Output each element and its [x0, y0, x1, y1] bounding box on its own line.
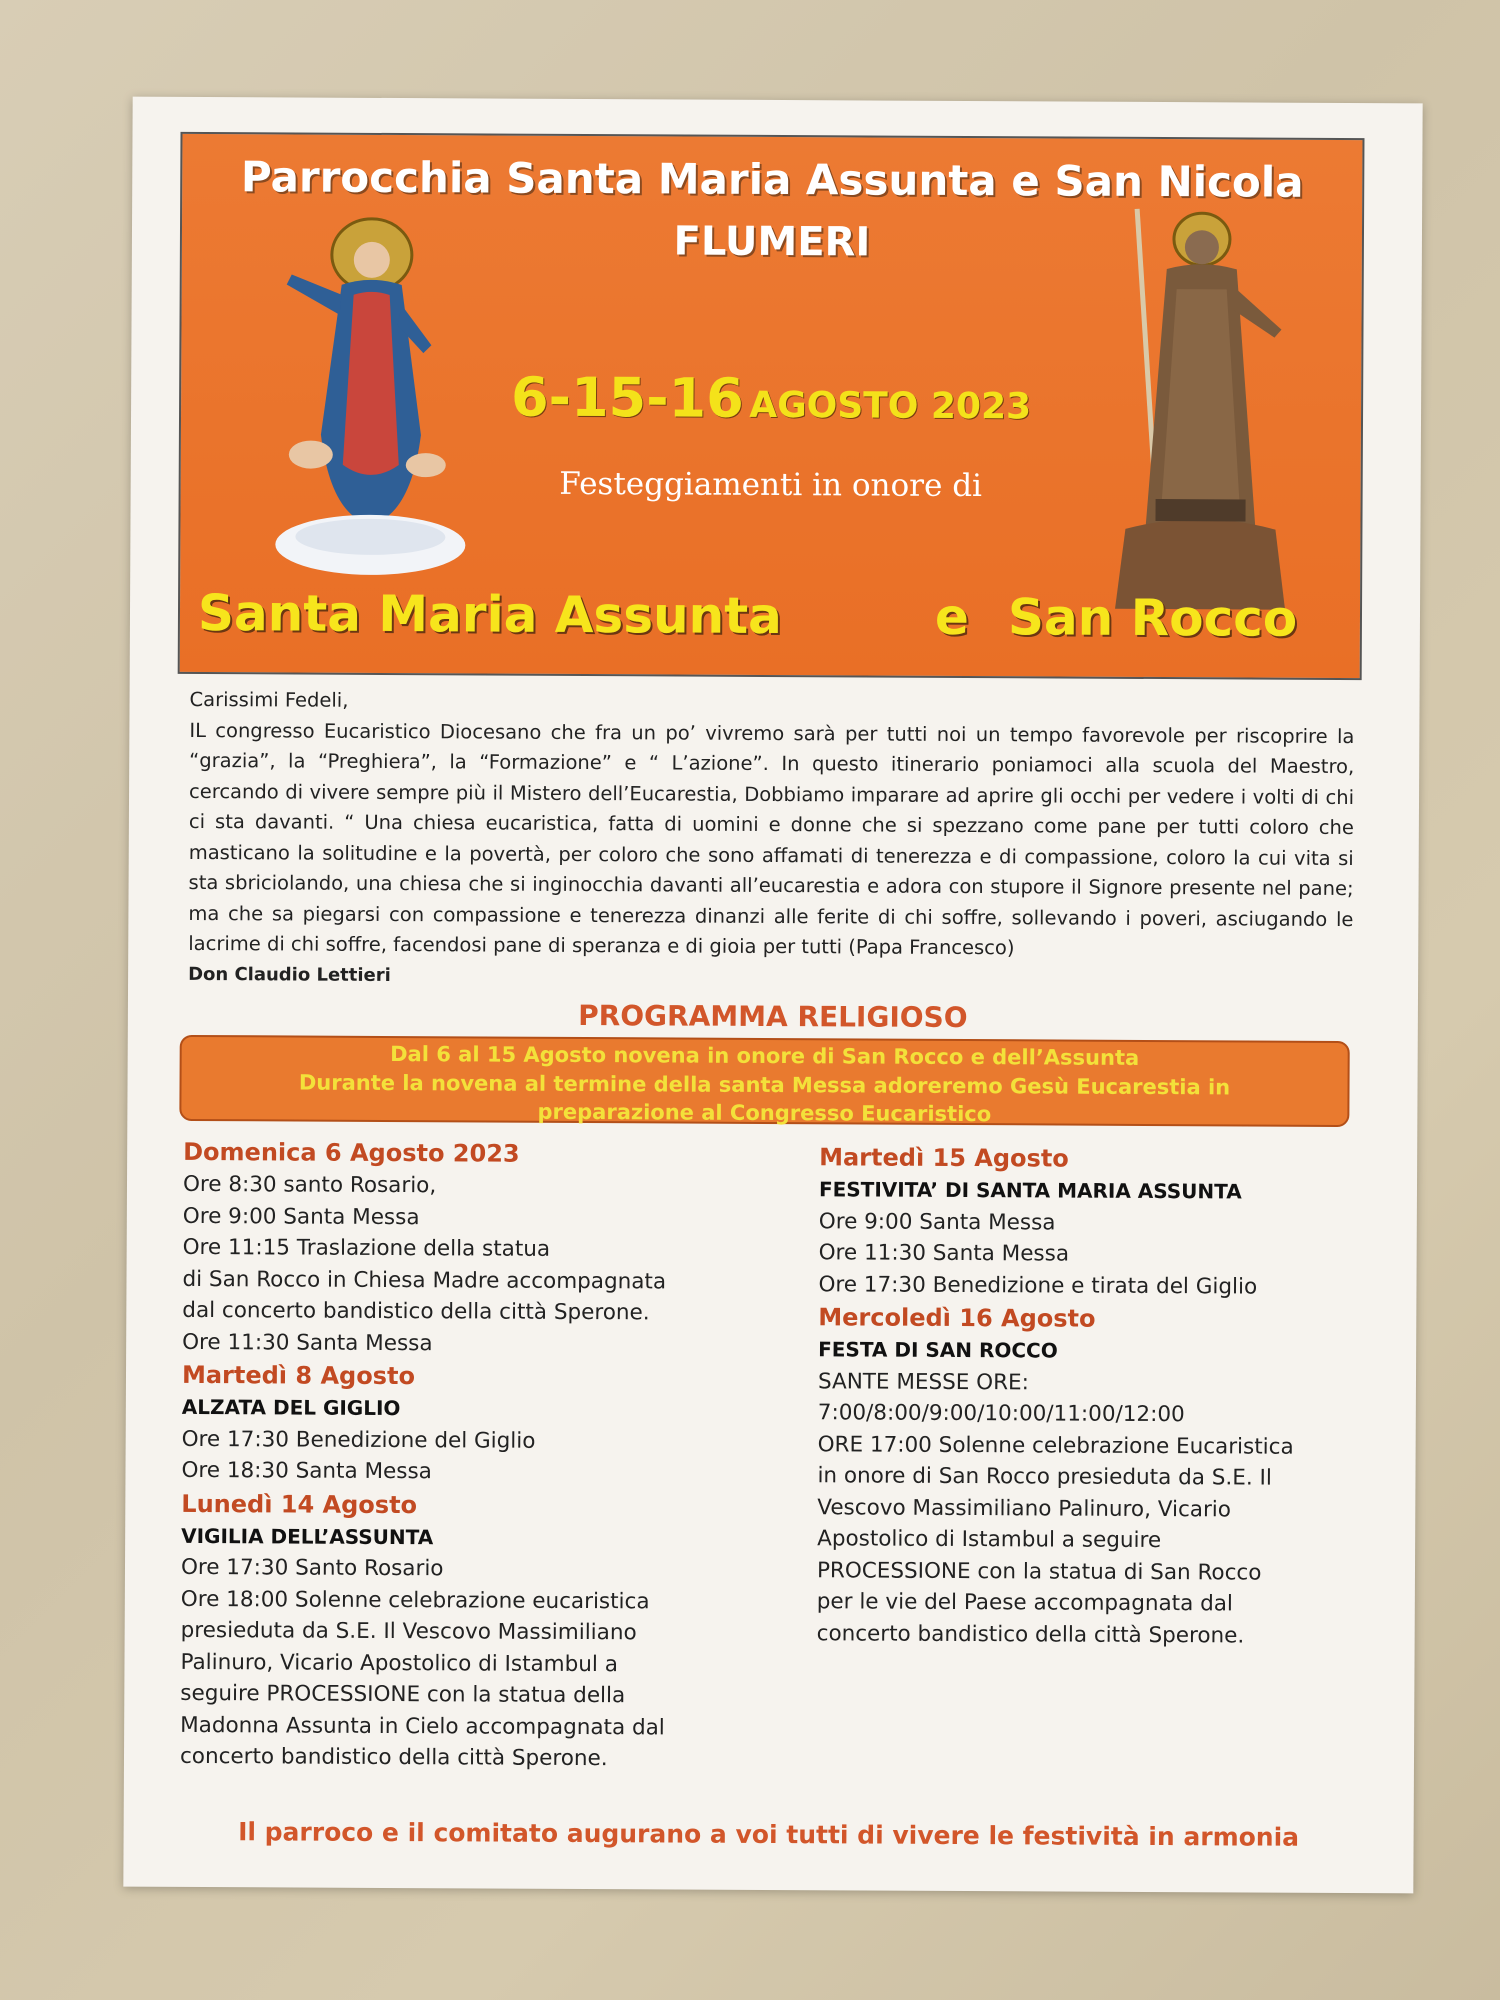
schedule-line: Ore 11:15 Traslazione della statua	[182, 1234, 551, 1262]
novena-line: Dal 6 al 15 Agosto novena in onore di San Rocco e dell’Assunta	[390, 1041, 1140, 1070]
event-dates	[181, 364, 1361, 433]
flyer-sheet	[123, 97, 1422, 1894]
pastoral-letter	[188, 685, 1355, 996]
schedule-right-column	[817, 1140, 1380, 1652]
schedule-line: 7:00/8:00/9:00/10:00/11:00/12:00	[817, 1400, 1185, 1428]
letter-signature: Don Claudio Lettieri	[188, 963, 391, 986]
schedule-line: Ore 18:30 Santa Messa	[181, 1457, 432, 1485]
schedule-line: presieduta da S.E. Il Vescovo Massimiliano	[180, 1617, 637, 1646]
schedule-line: di San Rocco in Chiesa Madre accompagnata	[182, 1266, 667, 1294]
event-caption: VIGILIA DELL’ASSUNTA	[181, 1523, 434, 1549]
schedule-line: Ore 11:30 Santa Messa	[818, 1240, 1070, 1267]
schedule-line: SANTE MESSE ORE:	[817, 1368, 1029, 1395]
letter-greeting: Carissimi Fedeli,	[189, 687, 349, 712]
schedule-left-column	[180, 1135, 763, 1776]
banner-subtitle: Festeggiamenti in onore di	[559, 465, 983, 505]
schedule-line: seguire PROCESSIONE con la statua della	[180, 1680, 626, 1709]
letter-body: IL congresso Eucaristico Diocesano che fra un po’ vivremo sarà per tutti noi un tempo favorevole per riscoprire la “grazia”, la “Preghiera”, la “Formazione” e “ L’azione”. In questo itinerario poniamoci alla scuola del Maestro, cercando di vivere sempre più il Mistero dell’Eucarestia, Dobbiamo imparare ad aprire gli occhi per vedere i volti di chi ci sta davanti. “ Una chiesa eucaristica, fatta di uomini e donne che si spezzano come pane per tutti coloro che masticano la solitudine e la povertà, per coloro che sono affamati di tenerezza e di compassione, coloro la cui vita si sta sbriciolando, una chiesa che si inginocchia davanti all’eucarestia e adora con stupore il Signore presente nel pane; ma che sa piegarsi con compassione e tenerezza dinanzi alle ferite di chi soffre, sollevando i poveri, asciugando le lacrime di chi soffre, facendosi pane di speranza e di gioia per tutti (Papa Francesco)	[188, 718, 1355, 960]
schedule-line: Palinuro, Vicario Apostolico di Istambul a	[180, 1649, 618, 1677]
novena-line: preparazione al Congresso Eucaristico	[537, 1099, 992, 1127]
schedule-line: Ore 9:00 Santa Messa	[182, 1203, 420, 1230]
schedule-line: Ore 17:30 Benedizione e tirata del Giglio	[818, 1271, 1258, 1300]
schedule-line: dal concerto bandistico della città Sperone.	[182, 1297, 650, 1326]
schedule-line: in onore di San Rocco presieduta da S.E. Il	[817, 1463, 1272, 1491]
schedule-line: Ore 17:30 Santo Rosario	[180, 1554, 444, 1582]
schedule-line: concerto bandistico della città Sperone.	[816, 1620, 1245, 1648]
schedule-line: per le vie del Paese accompagnata dal	[816, 1589, 1234, 1617]
saint-left-name: Santa Maria Assunta	[197, 583, 783, 646]
day-heading: Domenica 6 Agosto 2023	[183, 1137, 520, 1168]
schedule-line: Madonna Assunta in Cielo accompagnata dal	[180, 1712, 665, 1740]
schedule-line: concerto bandistico della città Sperone.	[179, 1743, 608, 1772]
program-title: PROGRAMMA RELIGIOSO	[578, 998, 968, 1035]
saint-right-name: San Rocco	[1007, 588, 1298, 648]
event-caption: FESTA DI SAN ROCCO	[818, 1337, 1058, 1363]
schedule-line: Ore 8:30 santo Rosario,	[182, 1171, 437, 1199]
header-banner	[178, 132, 1365, 680]
event-caption: FESTIVITA’ DI SANTA MARIA ASSUNTA	[818, 1177, 1242, 1204]
schedule-line: Ore 11:30 Santa Messa	[182, 1329, 433, 1356]
schedule-line: Ore 17:30 Benedizione del Giglio	[181, 1426, 536, 1454]
day-heading: Martedì 8 Agosto	[181, 1360, 416, 1391]
town-title: FLUMERI	[673, 218, 871, 266]
schedule-line: Vescovo Massimiliano Palinuro, Vicario	[817, 1494, 1232, 1522]
schedule-line: PROCESSIONE con la statua di San Rocco	[816, 1557, 1262, 1586]
parish-title: Parrocchia Santa Maria Assunta e San Nicola	[240, 152, 1304, 207]
schedule-line: Ore 18:00 Solenne celebrazione eucaristica	[180, 1586, 650, 1614]
dates-days: 6-15-16	[510, 365, 744, 430]
novena-line: Durante la novena al termine della santa Messa adoreremo Gesù Eucarestia in	[298, 1070, 1231, 1099]
dates-month-year: AGOSTO 2023	[749, 384, 1032, 428]
closing-greeting: Il parroco e il comitato augurano a voi tutti di vivere le festività in armonia	[238, 1817, 1300, 1852]
schedule-line: Ore 9:00 Santa Messa	[818, 1208, 1056, 1235]
day-heading: Lunedì 14 Agosto	[181, 1489, 418, 1519]
saint-conjunction: e	[934, 587, 970, 647]
event-caption: ALZATA DEL GIGLIO	[181, 1394, 401, 1421]
novena-box	[179, 1035, 1349, 1127]
day-heading: Mercoledì 16 Agosto	[818, 1303, 1096, 1333]
schedule-line: Apostolico di Istambul a seguire	[817, 1526, 1162, 1554]
day-heading: Martedì 15 Agosto	[819, 1143, 1069, 1173]
schedule-line: ORE 17:00 Solenne celebrazione Eucaristica	[817, 1431, 1294, 1460]
